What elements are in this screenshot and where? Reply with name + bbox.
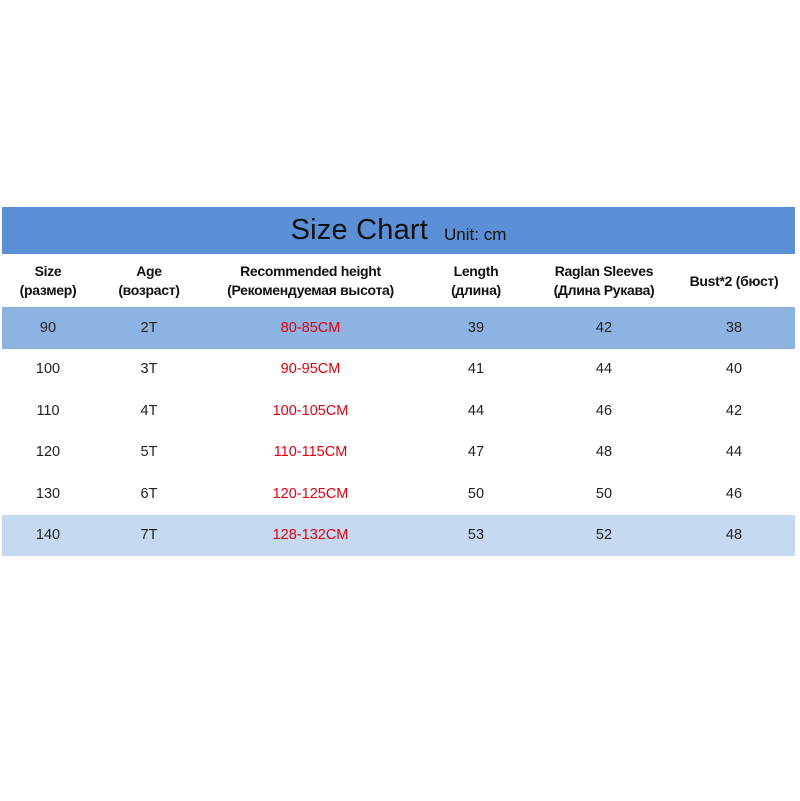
- cell-height: 100-105CM: [272, 402, 349, 419]
- table-row: [2, 349, 795, 391]
- cell-bust: 48: [725, 527, 743, 544]
- cell-height: 110-115CM: [273, 444, 348, 461]
- cell-length: 44: [467, 402, 485, 419]
- cell-bust: 44: [725, 444, 743, 461]
- cell-sleeves: 44: [595, 361, 613, 378]
- cell-age: 3T: [140, 361, 158, 378]
- cell-size: 130: [35, 485, 61, 502]
- cell-age: 7T: [140, 527, 158, 544]
- cell-height: 120-125CM: [272, 485, 349, 502]
- cell-size: 100: [35, 361, 61, 378]
- cell-sleeves: 52: [595, 527, 613, 544]
- cell-length: 41: [467, 361, 485, 378]
- header-size: Size (размер): [19, 263, 77, 298]
- cell-length: 53: [467, 527, 485, 544]
- chart-title: Size Chart: [290, 214, 429, 246]
- cell-sleeves: 46: [595, 402, 613, 419]
- cell-size: 110: [36, 402, 60, 419]
- header-raglan-sleeves: Raglan Sleeves (Длина Рукава): [553, 263, 655, 298]
- header-length: Length (длина): [451, 263, 501, 298]
- table-row: [2, 307, 795, 349]
- cell-sleeves: 48: [595, 444, 613, 461]
- cell-bust: 40: [725, 361, 743, 378]
- cell-bust: 46: [725, 485, 743, 502]
- cell-bust: 38: [725, 319, 743, 336]
- cell-height: 90-95CM: [280, 361, 341, 378]
- table-row: [2, 390, 795, 432]
- cell-sleeves: 42: [595, 319, 613, 336]
- header-row: [2, 255, 795, 307]
- size-chart: [2, 207, 795, 556]
- cell-bust: 42: [725, 402, 743, 419]
- table-row: [2, 432, 795, 474]
- unit-label: Unit: cm: [444, 224, 507, 244]
- cell-age: 4T: [140, 402, 158, 419]
- cell-age: 6T: [140, 485, 158, 502]
- cell-sleeves: 50: [595, 485, 613, 502]
- cell-height: 128-132CM: [272, 527, 349, 544]
- cell-size: 120: [35, 444, 61, 461]
- title-bar: [2, 207, 795, 255]
- cell-length: 50: [467, 485, 485, 502]
- table-row: [2, 515, 795, 557]
- header-bust: Bust*2 (бюст): [689, 272, 779, 289]
- cell-size: 140: [35, 527, 61, 544]
- header-age: Age (возраст): [118, 263, 180, 298]
- cell-height: 80-85CM: [280, 319, 341, 336]
- header-recommended-height: Recommended height (Рекомендуемая высота): [227, 263, 394, 298]
- cell-size: 90: [39, 319, 57, 336]
- cell-age: 2T: [140, 319, 158, 336]
- table-row: [2, 473, 795, 515]
- cell-length: 47: [467, 444, 485, 461]
- cell-length: 39: [467, 319, 485, 336]
- cell-age: 5T: [140, 444, 158, 461]
